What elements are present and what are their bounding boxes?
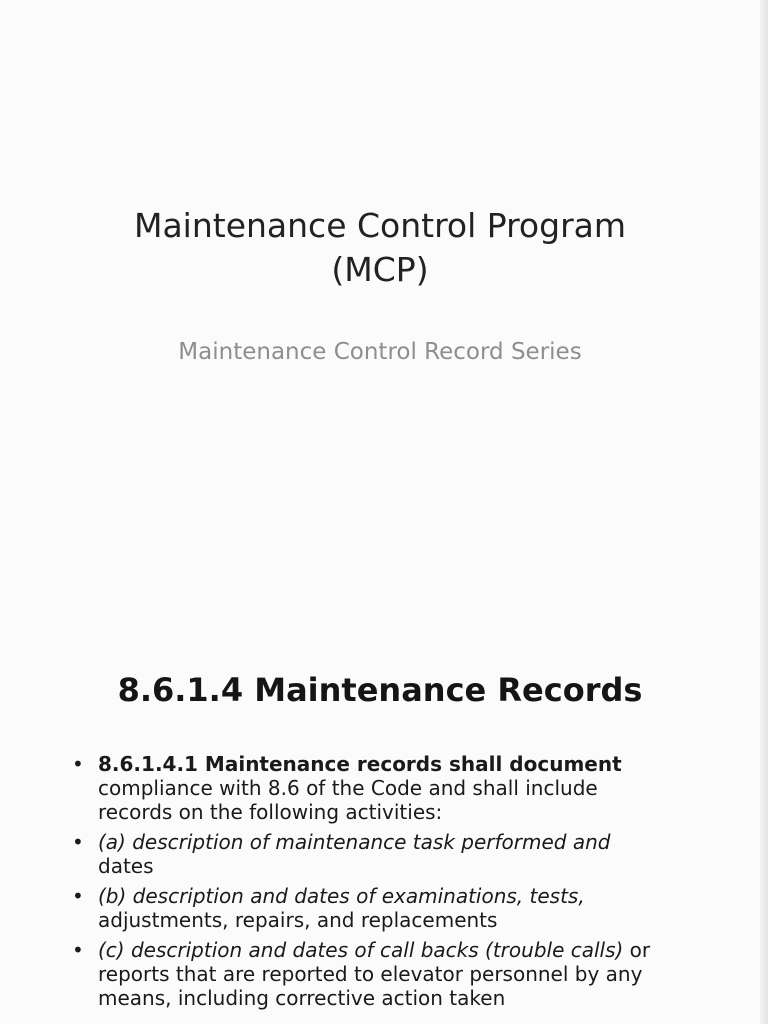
section-heading: 8.6.1.4 Maintenance Records <box>117 671 643 709</box>
bullet-text: compliance with 8.6 of the Code and shall include records on the following activities: <box>98 776 598 824</box>
slide-title-line-2: (MCP) <box>331 250 429 289</box>
bullet-icon: • <box>72 884 84 908</box>
slide-subtitle: Maintenance Control Record Series <box>178 339 582 365</box>
bullet-text: or reports that are reported to elevator personnel by any means, including corrective action taken <box>98 938 651 1010</box>
bullet-list <box>70 752 670 1016</box>
slide-title <box>0 204 760 292</box>
list-item <box>70 884 670 932</box>
bullet-italic-text: (b) description and dates of examinations, tests, <box>98 884 585 908</box>
bullet-icon: • <box>72 938 84 962</box>
bullet-icon: • <box>72 830 84 854</box>
records-slide <box>0 620 760 1024</box>
bullet-text: adjustments, repairs, and replacements <box>98 908 498 932</box>
list-item <box>70 830 670 878</box>
bullet-icon: • <box>72 752 84 776</box>
list-item <box>70 752 670 824</box>
bullet-italic-text: (c) description and dates of call backs (trouble calls) <box>98 938 624 962</box>
bullet-italic-text: (a) description of maintenance task performed and <box>98 830 611 854</box>
bullet-text: dates <box>98 854 154 878</box>
bullet-lead-text: 8.6.1.4.1 Maintenance records shall document <box>98 752 622 776</box>
slide-title-line-1: Maintenance Control Program <box>133 206 627 245</box>
scan-edge <box>760 0 768 1024</box>
list-item <box>70 938 670 1010</box>
